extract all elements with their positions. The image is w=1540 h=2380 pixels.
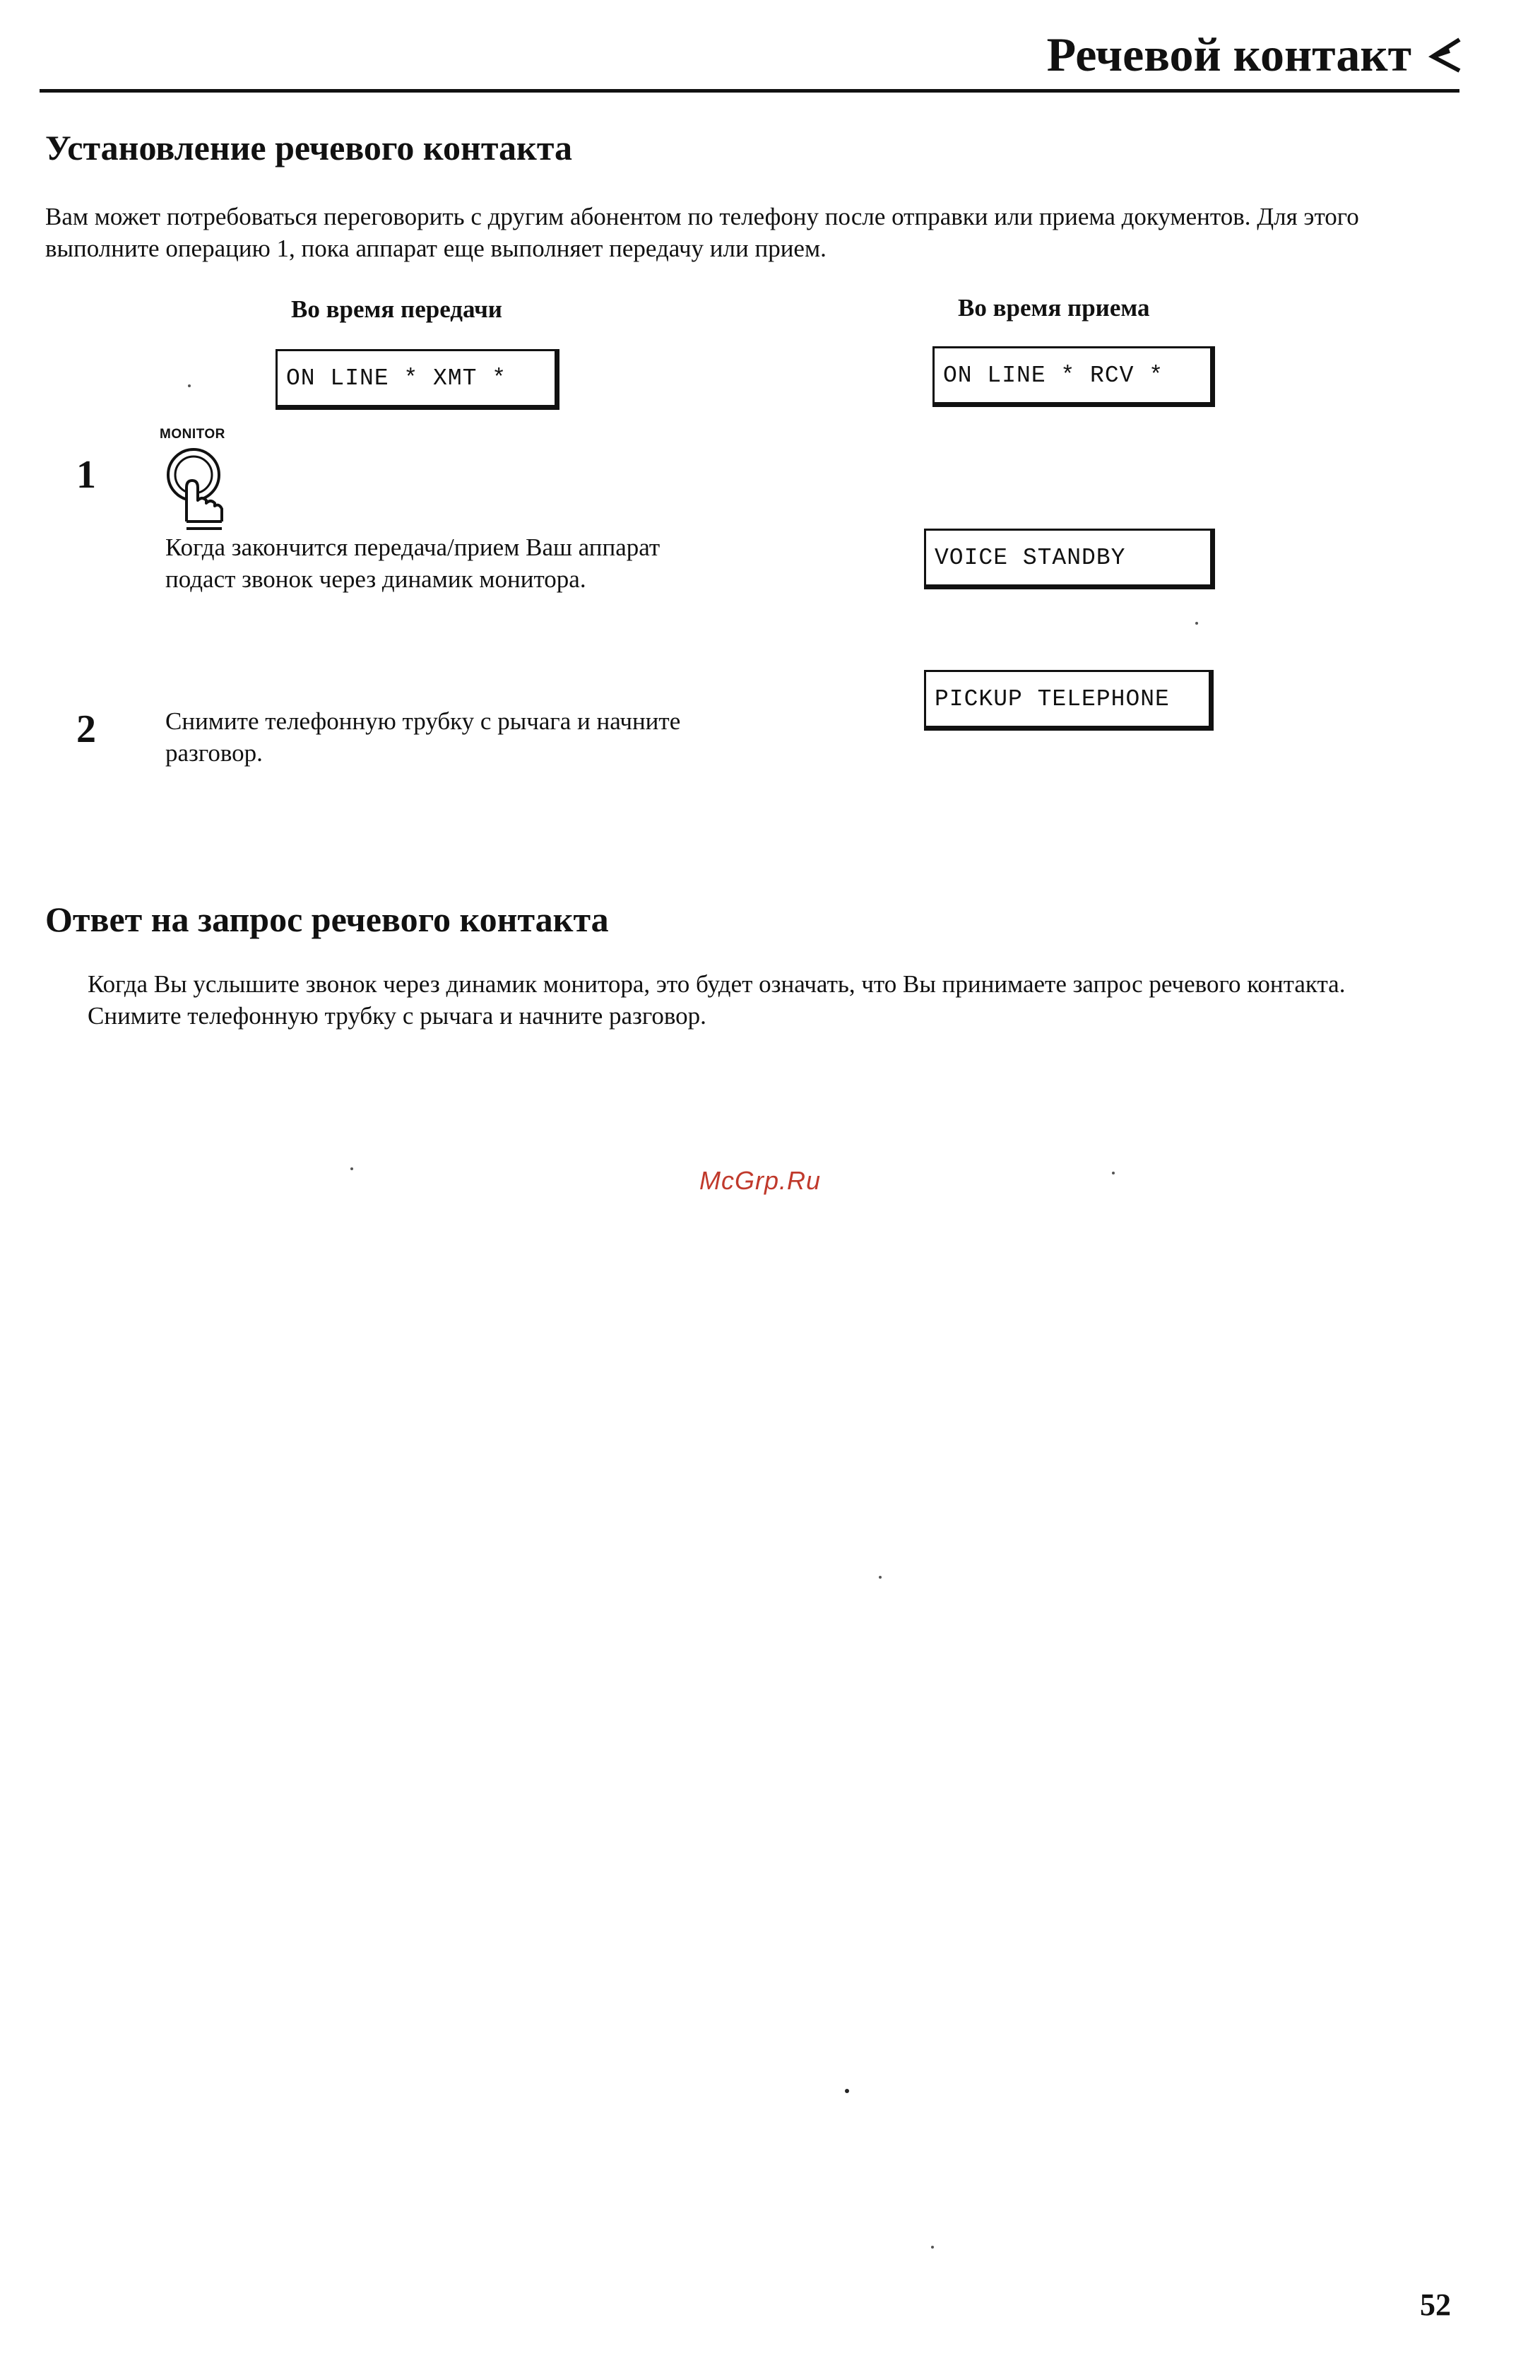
speck — [879, 1576, 882, 1579]
section2-title: Ответ на запрос речевого контакта — [45, 900, 609, 939]
speck — [845, 2089, 849, 2093]
speck — [188, 384, 191, 387]
transmit-heading: Во время передачи — [291, 295, 502, 323]
speck — [1195, 622, 1198, 625]
page-header-title: Речевой контакт — [1046, 28, 1411, 81]
step-1-text: Когда закончится передача/прием Ваш аппарат подаст звонок через динамик монитора. — [165, 534, 661, 593]
step-2-number: 2 — [76, 707, 96, 751]
section1-intro: Вам может потребоваться переговорить с другим абонентом по телефону после отправки или приема документов. Для этого выполните операцию 1, пока аппарат еще выполняет передачу или прием. — [45, 203, 1359, 262]
step-1-number: 1 — [76, 453, 96, 497]
left-angle-arrow-icon — [1428, 37, 1462, 73]
step-2-text: Снимите телефонную трубку с рычага и начните разговор. — [165, 707, 681, 767]
section2-text: Когда Вы услышите звонок через динамик монитора, это будет означать, что Вы принимаете запрос речевого контакта. Снимите телефонную трубку с рычага и начните разговор. — [88, 970, 1346, 1030]
speck — [1112, 1172, 1115, 1174]
display-receive: ON LINE * RCV * — [932, 346, 1215, 407]
display-pickup: PICKUP TELEPHONE — [924, 670, 1214, 731]
display-transmit: ON LINE * XMT * — [276, 349, 559, 410]
receive-heading: Во время приема — [958, 294, 1150, 322]
page-header — [1047, 27, 1462, 83]
header-rule — [40, 89, 1459, 93]
section1-title: Установление речевого контакта — [45, 128, 572, 167]
speck — [350, 1167, 353, 1170]
speck — [931, 2246, 934, 2249]
display-voice-standby: VOICE STANDBY — [924, 529, 1215, 589]
page-number: 52 — [1420, 2287, 1451, 2322]
watermark: McGrp.Ru — [699, 1166, 822, 1195]
finger-press-button-icon[interactable] — [161, 444, 229, 531]
monitor-button-label: MONITOR — [160, 427, 225, 442]
